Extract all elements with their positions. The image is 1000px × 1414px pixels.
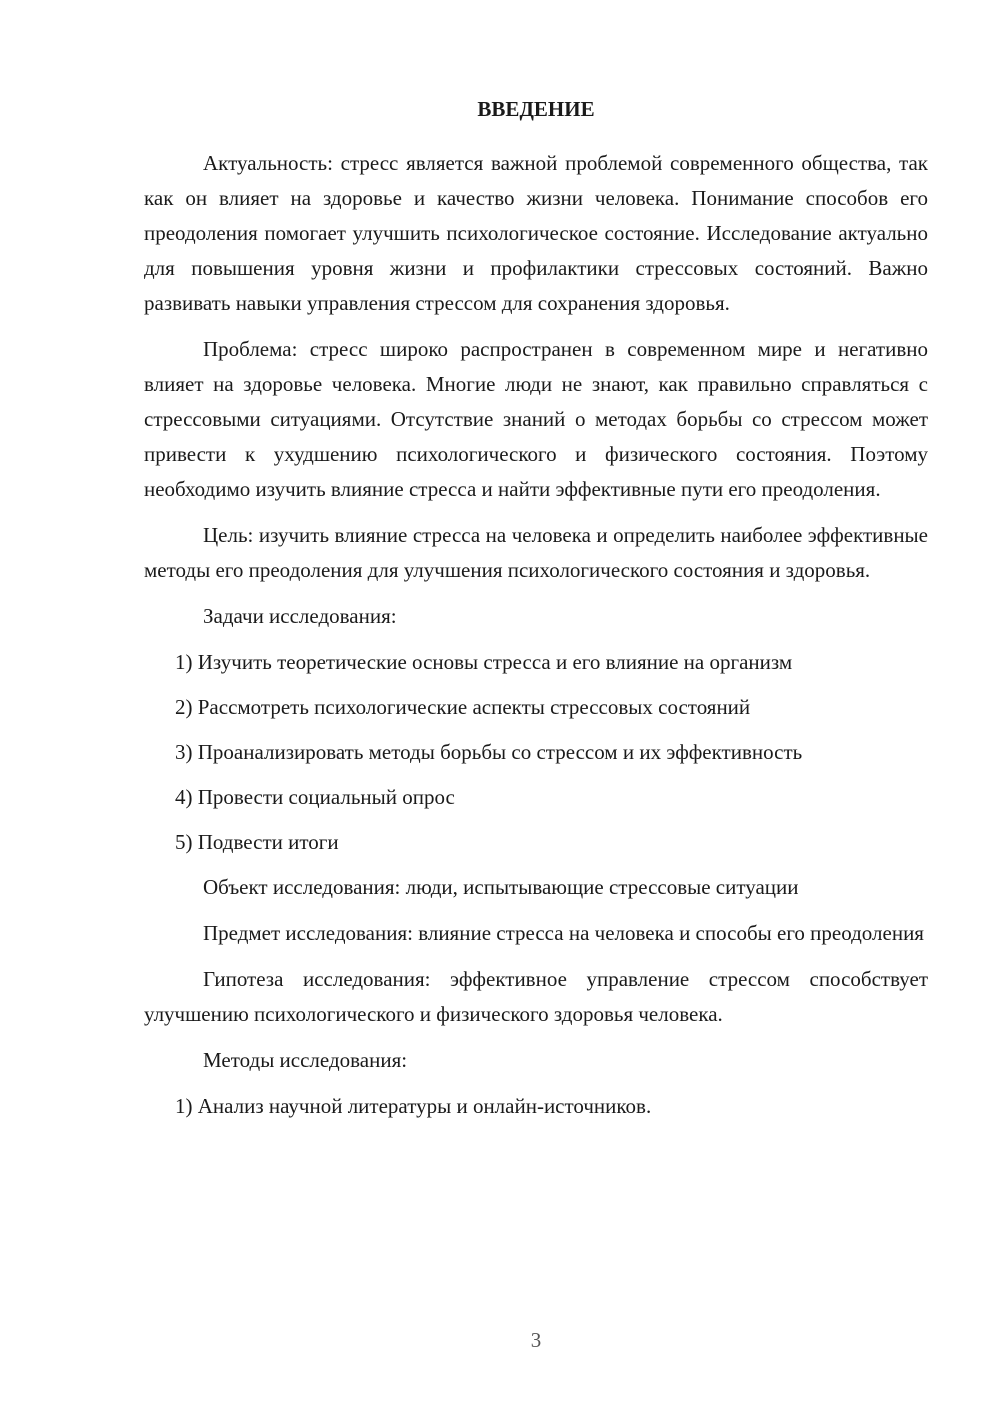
tasks-title: Задачи исследования: [203, 604, 397, 628]
subject-paragraph: Предмет исследования: влияние стресса на человека и способы его преодоления [203, 921, 924, 945]
methods-list [144, 1089, 928, 1124]
section-heading: ВВЕДЕНИЕ [477, 97, 595, 121]
list-item: 5) Подвести итоги [175, 830, 339, 854]
relevance-paragraph: Актуальность: стресс является важной проблемой современного общества, так как он влияет на здоровье и качество жизни человека. Понимание способов его преодоления помогает улучшить психологическое состояние. Исследование актуально для повышения уровня жизни и профилактики стрессовых состояний. Важно развивать навыки управления стрессом для сохранения здоровья. [144, 151, 928, 315]
list-item: 3) Проанализировать методы борьбы со стрессом и их эффективность [175, 740, 803, 764]
methods-title: Методы исследования: [203, 1048, 408, 1072]
page-number: 3 [530, 1328, 542, 1352]
object-paragraph: Объект исследования: люди, испытывающие стрессовые ситуации [203, 875, 799, 899]
goal-paragraph: Цель: изучить влияние стресса на человека и определить наиболее эффективные методы его преодоления для улучшения психологического состояния и здоровья. [144, 523, 928, 582]
problem-paragraph: Проблема: стресс широко распространен в современном мире и негативно влияет на здоровье человека. Многие люди не знают, как правильно справляться с стрессовыми ситуациями. Отсутствие знаний о методах борьбы со стрессом может привести к ухудшению психологического и физического состояния. Поэтому необходимо изучить влияние стресса и найти эффективные пути его преодоления. [144, 337, 928, 501]
list-item: 1) Анализ научной литературы и онлайн-источников. [175, 1094, 652, 1118]
document-page [144, 92, 928, 1134]
list-item: 1) Изучить теоретические основы стресса и его влияние на организм [175, 650, 793, 674]
list-item: 4) Провести социальный опрос [175, 785, 455, 809]
hypothesis-paragraph: Гипотеза исследования: эффективное управление стрессом способствует улучшению психологического и физического здоровья человека. [144, 967, 928, 1026]
tasks-list [144, 645, 928, 860]
list-item: 2) Рассмотреть психологические аспекты стрессовых состояний [175, 695, 751, 719]
